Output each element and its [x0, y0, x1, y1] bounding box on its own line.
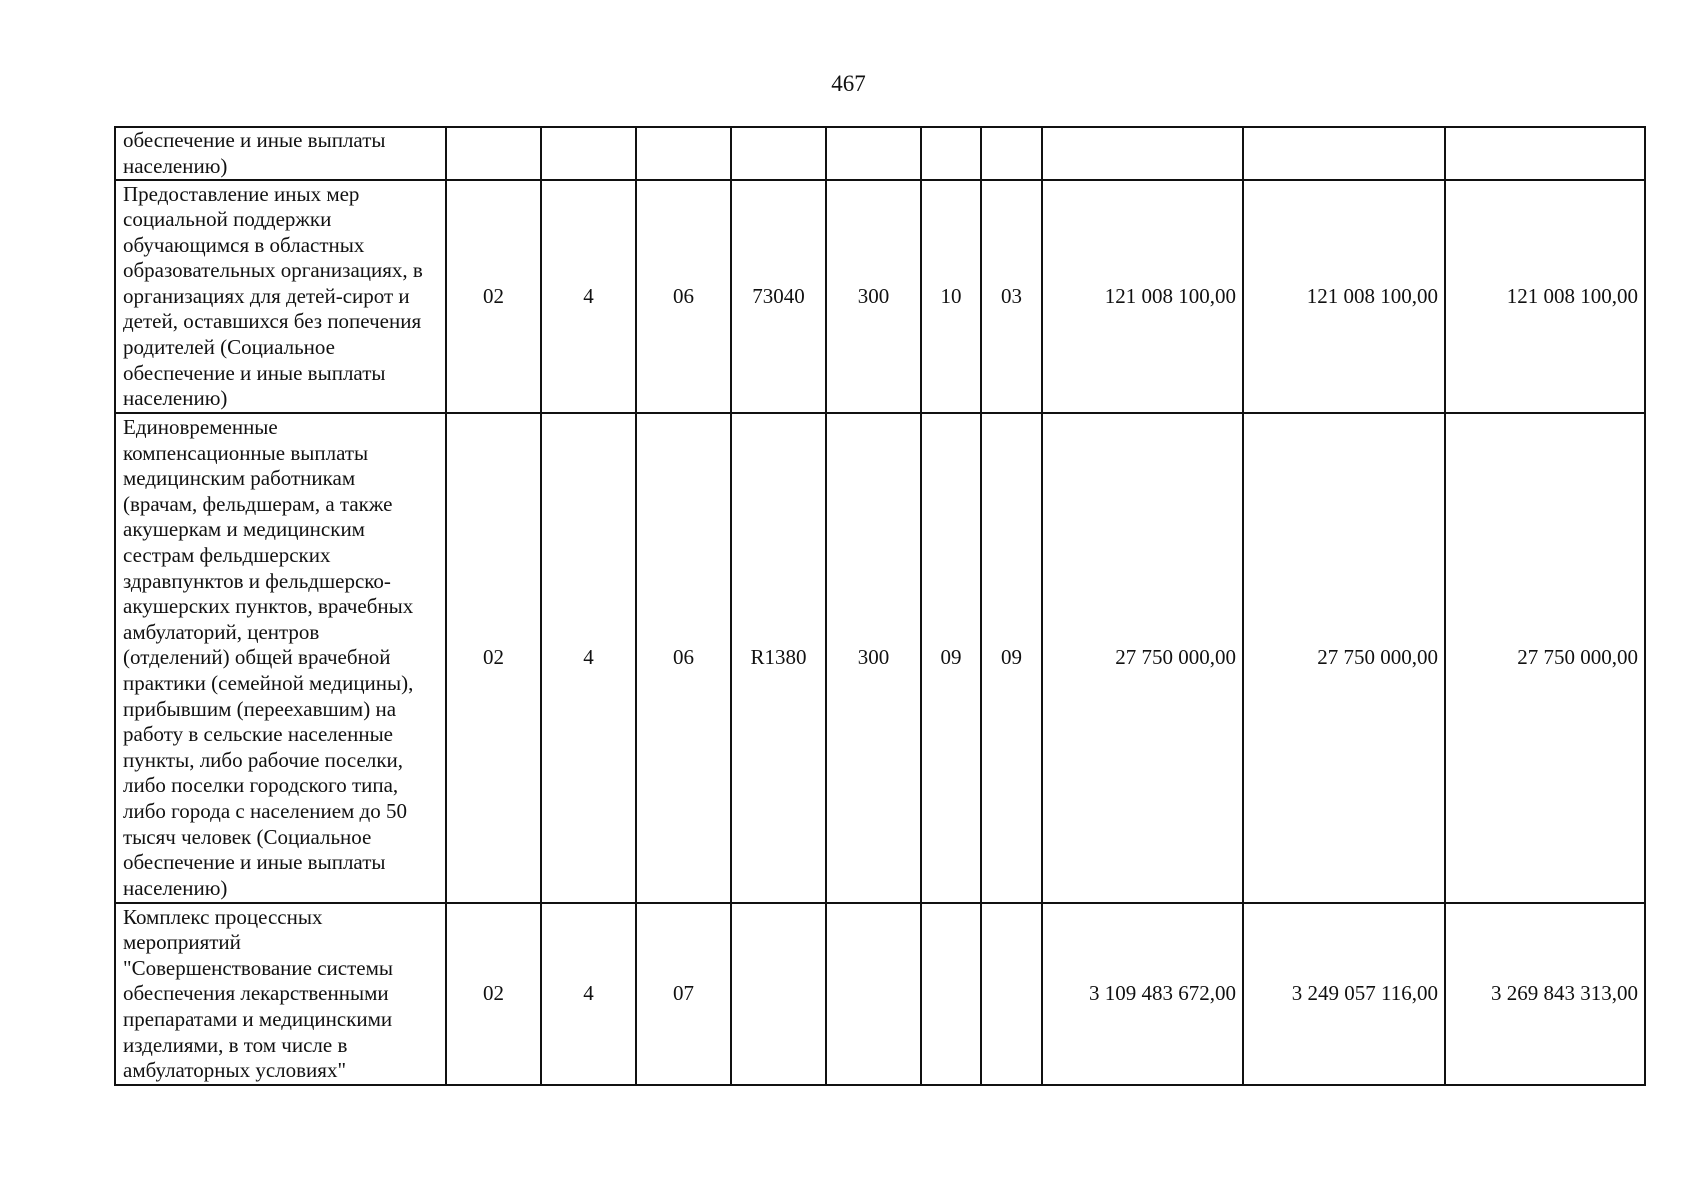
amount-year-3: 27 750 000,00 [1445, 413, 1645, 903]
program-code-cell [446, 127, 541, 180]
row-description: Предоставление иных мер социальной поддержки обучающимся в областных образовательных организациях, в организациях для детей-сирот и детей, оставшихся без попечения родителей (Социальное обеспечение и иные выплаты населению) [115, 180, 446, 413]
table-row [115, 180, 1645, 413]
expense-type-cell: 300 [826, 180, 921, 413]
section-cell [921, 127, 981, 180]
direction-code-cell [731, 127, 826, 180]
program-code-cell: 02 [446, 903, 541, 1085]
activity-code-cell [636, 127, 731, 180]
section-cell [921, 903, 981, 1085]
expense-type-cell: 300 [826, 413, 921, 903]
subprogram-code-cell: 4 [541, 413, 636, 903]
subsection-cell [981, 903, 1042, 1085]
program-code-cell: 02 [446, 180, 541, 413]
subsection-cell [981, 127, 1042, 180]
direction-code-cell [731, 903, 826, 1085]
subprogram-code-cell: 4 [541, 903, 636, 1085]
amount-year-1: 121 008 100,00 [1042, 180, 1243, 413]
row-description: обеспечение и иные выплаты населению) [115, 127, 446, 180]
amount-year-1: 27 750 000,00 [1042, 413, 1243, 903]
subsection-cell: 09 [981, 413, 1042, 903]
direction-code-cell: R1380 [731, 413, 826, 903]
page-number: 467 [831, 71, 866, 96]
amount-year-3 [1445, 127, 1645, 180]
subprogram-code-cell [541, 127, 636, 180]
expense-type-cell [826, 127, 921, 180]
amount-year-1: 3 109 483 672,00 [1042, 903, 1243, 1085]
subprogram-code-cell: 4 [541, 180, 636, 413]
table-row [115, 127, 1645, 180]
program-code-cell: 02 [446, 413, 541, 903]
budget-table [114, 126, 1646, 1086]
amount-year-2 [1243, 127, 1445, 180]
amount-year-3: 121 008 100,00 [1445, 180, 1645, 413]
amount-year-2: 121 008 100,00 [1243, 180, 1445, 413]
row-description: Комплекс процессных мероприятий "Совершенствование системы обеспечения лекарственными препаратами и медицинскими изделиями, в том числе в амбулаторных условиях" [115, 903, 446, 1085]
table-row [115, 903, 1645, 1085]
section-cell: 09 [921, 413, 981, 903]
amount-year-2: 3 249 057 116,00 [1243, 903, 1445, 1085]
activity-code-cell: 06 [636, 180, 731, 413]
amount-year-2: 27 750 000,00 [1243, 413, 1445, 903]
direction-code-cell: 73040 [731, 180, 826, 413]
activity-code-cell: 07 [636, 903, 731, 1085]
table-row [115, 413, 1645, 903]
row-description: Единовременные компенсационные выплаты медицинским работникам (врачам, фельдшерам, а также акушеркам и медицинским сестрам фельдшерских здравпунктов и фельдшерско- акушерских пунктов, врачебных амбулаторий, центров (отделений) общей врачебной практики (семейной медицины), прибывшим (переехавшим) на работу в сельские населенные пункты, либо рабочие поселки, либо поселки городского типа, либо города с населением до 50 тысяч человек (Социальное обеспечение и иные выплаты населению) [115, 413, 446, 903]
section-cell: 10 [921, 180, 981, 413]
activity-code-cell: 06 [636, 413, 731, 903]
subsection-cell: 03 [981, 180, 1042, 413]
amount-year-3: 3 269 843 313,00 [1445, 903, 1645, 1085]
amount-year-1 [1042, 127, 1243, 180]
expense-type-cell [826, 903, 921, 1085]
